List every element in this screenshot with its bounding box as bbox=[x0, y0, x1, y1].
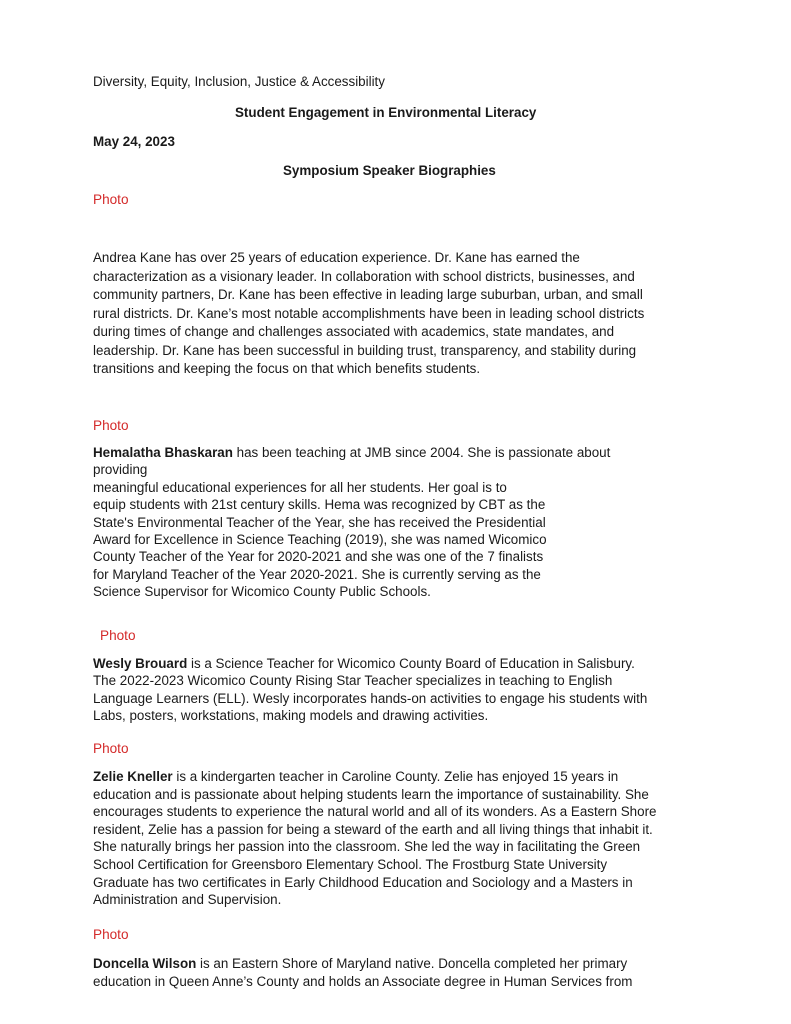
speaker-bio-zelie-kneller bbox=[93, 768, 657, 909]
bio-line: characterization as a visionary leader. In collaboration with school districts, businesses, and bbox=[93, 268, 635, 284]
bio-line: during times of change and challenges associated with academics, state mandates, and bbox=[93, 324, 615, 339]
bio-line: community partners, Dr. Kane has been effective in leading large suburban, urban, and small bbox=[93, 287, 643, 302]
bio-line: has been teaching at JMB since 2004. She is passionate about bbox=[232, 445, 611, 460]
bio-line: Science Supervisor for Wicomico County Public Schools. bbox=[93, 584, 431, 600]
bio-line: rural districts. Dr. Kane’s most notable accomplishments have been in leading school districts bbox=[93, 305, 645, 321]
bio-line: Administration and Supervision. bbox=[93, 892, 282, 908]
speaker-name: Wesly Brouard bbox=[93, 656, 188, 671]
speaker-bio-doncella-wilson bbox=[93, 955, 632, 990]
bio-line: transitions and keeping the focus on that which benefits students. bbox=[93, 361, 481, 376]
bio-line: Labs, posters, workstations, making models and drawing activities. bbox=[93, 708, 489, 724]
photo-placeholder: Photo bbox=[93, 192, 129, 207]
speaker-bio-wesly-brouard bbox=[93, 655, 647, 725]
bio-line: The 2022-2023 Wicomico County Rising Star Teacher specializes in teaching to English bbox=[93, 673, 613, 689]
event-title: Student Engagement in Environmental Literacy bbox=[235, 105, 537, 120]
photo-placeholder: Photo bbox=[93, 741, 129, 756]
speaker-name: Doncella Wilson bbox=[93, 956, 197, 971]
bio-line: is a kindergarten teacher in Caroline County. Zelie has enjoyed 15 years in bbox=[172, 769, 619, 784]
bio-line: Graduate has two certificates in Early Childhood Education and Sociology and a Masters in bbox=[93, 874, 633, 890]
bio-line: is a Science Teacher for Wicomico County Board of Education in Salisbury. bbox=[187, 656, 635, 671]
photo-placeholder: Photo bbox=[100, 628, 136, 643]
section-title: Symposium Speaker Biographies bbox=[283, 163, 496, 178]
bio-line: equip students with 21st century skills. Hema was recognized by CBT as the bbox=[93, 497, 546, 513]
photo-placeholder: Photo bbox=[93, 418, 129, 433]
speaker-bio-hemalatha-bhaskaran bbox=[93, 444, 610, 601]
bio-line: encourages students to experience the natural world and all of its wonders. As a Eastern Shore bbox=[93, 804, 657, 820]
bio-line: providing bbox=[93, 462, 148, 478]
bio-line: Language Learners (ELL). Wesly incorporates hands-on activities to engage his students with bbox=[93, 690, 648, 706]
bio-line: education and is passionate about helping students learn the importance of sustainability. She bbox=[93, 786, 649, 802]
bio-line: is an Eastern Shore of Maryland native. Doncella completed her primary bbox=[196, 956, 628, 971]
event-date: May 24, 2023 bbox=[93, 134, 175, 149]
bio-line: for Maryland Teacher of the Year 2020-2021. She is currently serving as the bbox=[93, 566, 541, 582]
speaker-name: Hemalatha Bhaskaran bbox=[93, 445, 233, 460]
bio-line: Award for Excellence in Science Teaching (2019), she was named Wicomico bbox=[93, 532, 547, 548]
bio-line: education in Queen Anne’s County and holds an Associate degree in Human Services from bbox=[93, 973, 633, 989]
photo-placeholder: Photo bbox=[93, 927, 129, 942]
speaker-bio-andrea-kane bbox=[93, 249, 644, 379]
bio-line: County Teacher of the Year for 2020-2021 and she was one of the 7 finalists bbox=[93, 549, 544, 565]
bio-line: State's Environmental Teacher of the Year, she has received the Presidential bbox=[93, 514, 546, 530]
bio-line: She naturally brings her passion into the classroom. She led the way in facilitating the Green bbox=[93, 839, 641, 855]
speaker-name: Zelie Kneller bbox=[93, 769, 173, 784]
category-heading: Diversity, Equity, Inclusion, Justice & Accessibility bbox=[93, 74, 385, 89]
bio-line: School Certification for Greensboro Elementary School. The Frostburg State University bbox=[93, 856, 608, 872]
bio-line: resident, Zelie has a passion for being a steward of the earth and all living things that inhabit it. bbox=[93, 821, 653, 837]
bio-line: leadership. Dr. Kane has been successful in building trust, transparency, and stability during bbox=[93, 342, 637, 358]
bio-line: meaningful educational experiences for all her students. Her goal is to bbox=[93, 479, 507, 495]
bio-line: Andrea Kane has over 25 years of education experience. Dr. Kane has earned the bbox=[93, 250, 580, 265]
